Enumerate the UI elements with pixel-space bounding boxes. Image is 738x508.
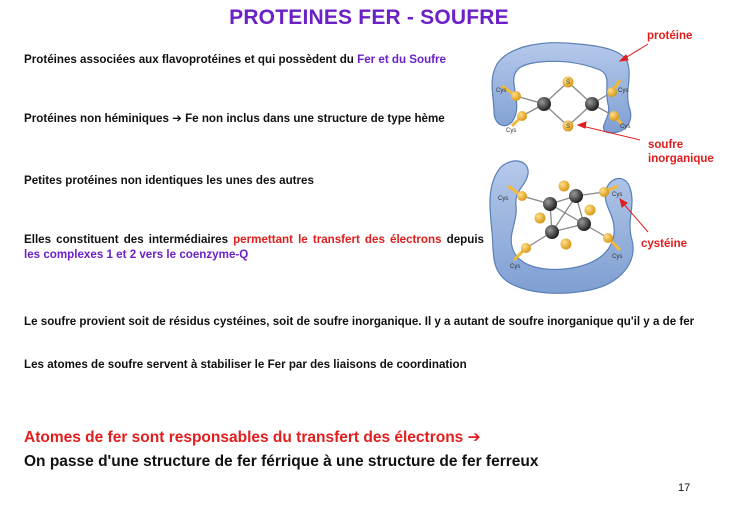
cys-label: Cys <box>506 128 517 134</box>
cys-label: Cys <box>612 192 623 198</box>
sulfur-atoms-bottom <box>517 181 613 254</box>
s-label: S <box>566 124 571 130</box>
label-sulfur-line2: inorganique <box>648 153 714 165</box>
paragraph-text: Elles constituent des intermédiaires <box>24 233 234 246</box>
conclusion-ferric-ferrous: On passe d'une structure de fer férrique à une structure de fer ferreux <box>24 453 539 470</box>
paragraph-non-heme: Protéines non héminiques ➔ Fe non inclus dans une structure de type hème <box>24 112 445 125</box>
cys-label: Cys <box>510 264 521 270</box>
paragraph-sulfur-origin: Le soufre provient soit de résidus cystéines, soit de soufre inorganique. Il y a autant de soufre inorganique qu'il y a de fer <box>24 315 695 328</box>
label-sulfur-line1: soufre <box>648 139 684 151</box>
label-protein: protéine <box>647 30 693 42</box>
highlight-fer-soufre: Fer et du Soufre <box>357 53 447 66</box>
label-inorganic-sulfur <box>648 138 714 166</box>
cys-label: Cys <box>496 88 507 94</box>
iron-atoms-top <box>537 97 599 111</box>
cys-label: Cys <box>620 124 631 130</box>
cys-label: Cys <box>612 254 623 260</box>
s-label: S <box>566 80 571 86</box>
conclusion-iron-transfer: Atomes de fer sont responsables du transfert des électrons ➔ <box>24 429 481 446</box>
bonds-top <box>516 82 614 126</box>
paragraph-text-mid: depuis <box>441 233 484 246</box>
cys-label: Cys <box>618 88 629 94</box>
highlight-electron-transfer: permettant le transfert des électrons <box>233 233 442 246</box>
cys-label: Cys <box>498 196 509 202</box>
page-number: 17 <box>678 482 691 494</box>
paragraph-text: Protéines associées aux flavoprotéines et qui possèdent du <box>24 53 358 66</box>
paragraph-small-proteins: Petites protéines non identiques les unes des autres <box>24 174 314 187</box>
slide-title: PROTEINES FER - SOUFRE <box>229 6 509 29</box>
highlight-complexes: les complexes 1 et 2 vers le coenzyme-Q <box>24 248 249 261</box>
paragraph-sulfur-role: Les atomes de soufre servent à stabiliser le Fer par des liaisons de coordination <box>24 358 467 371</box>
label-cysteine: cystéine <box>641 238 688 250</box>
sulfur-atoms-top <box>511 77 619 132</box>
protein-ribbon-bottom <box>490 161 633 293</box>
